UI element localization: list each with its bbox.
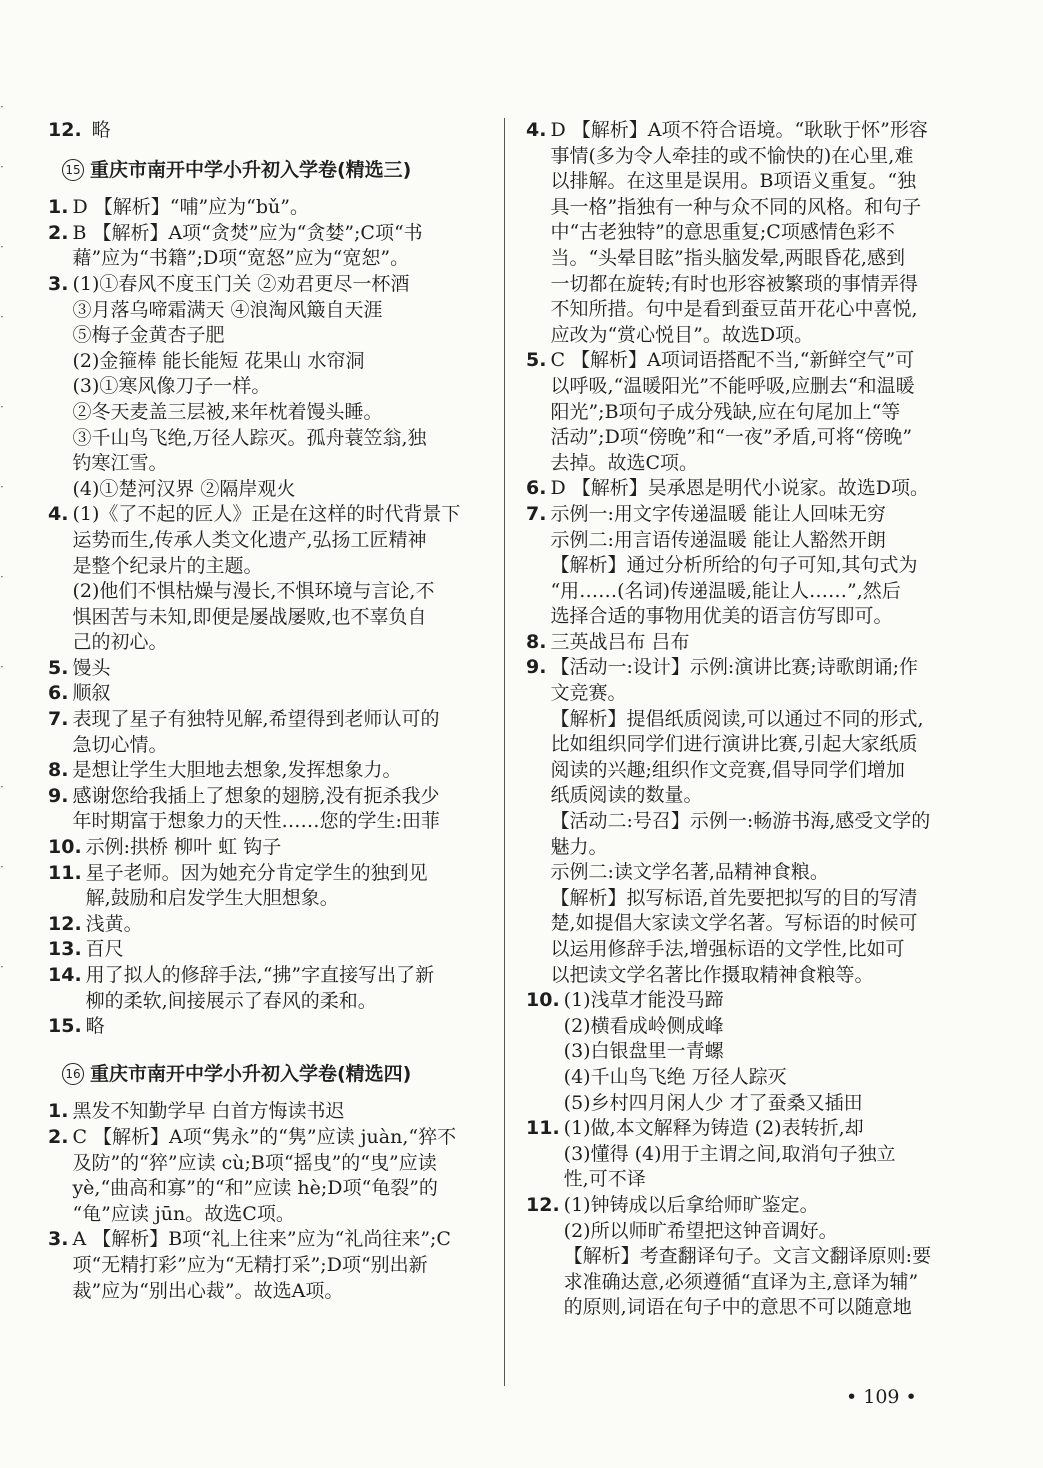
item-number: 3. <box>48 272 69 295</box>
item-number: 1. <box>48 1100 69 1123</box>
text-line: C 【解析】A项词语搭配不当,“新鲜空气”可 <box>550 349 915 372</box>
text-line: (3)①寒风像刀子一样。 <box>72 375 271 398</box>
item-text <box>564 1193 966 1321</box>
text-line: 解,鼓励和启发学生大胆想象。 <box>85 887 339 910</box>
margin-mark: · <box>0 780 4 794</box>
answer-item <box>48 1099 486 1125</box>
text-line: 钓寒江雪。 <box>72 452 168 475</box>
answer-item <box>48 707 486 758</box>
answer-item <box>48 681 486 707</box>
text-line: 具一格”指独有一种与众不同的风格。和句子 <box>550 195 922 218</box>
text-line: (3)懂得 (4)用于主谓之间,取消句子独立 <box>563 1142 896 1165</box>
text-line: 求准确达意,必须遵循“直译为主,意译为辅” <box>563 1270 919 1293</box>
item-number: 1. <box>48 196 69 219</box>
text-line: 感谢您给我插上了想象的翅膀,没有扼杀我少 <box>72 784 440 807</box>
answer-item <box>48 1125 486 1227</box>
item-text <box>72 1099 486 1125</box>
text-line: ⑤梅子金黄杏子肥 <box>72 324 225 347</box>
text-line: 己的初心。 <box>72 631 168 654</box>
text-line: ③月落乌啼霜满天 ④浪淘风簸自天涯 <box>72 298 383 321</box>
text-line: 【解析】拟写标语,首先要把拟写的目的写清 <box>550 886 918 909</box>
answer-item <box>48 1014 486 1040</box>
item-number: 13. <box>48 938 82 961</box>
margin-mark: · <box>0 660 4 674</box>
text-line: 去掉。故选C项。 <box>550 451 698 474</box>
item-number: 5. <box>526 349 547 372</box>
answer-item <box>48 272 486 502</box>
text-line: 一切都在旋转;有时也形容被繁琐的事情弄得 <box>550 272 918 295</box>
section-16-answers <box>48 1099 486 1304</box>
margin-mark: · <box>0 400 4 414</box>
answer-item <box>48 912 486 938</box>
text-line: 纸质阅读的数量。 <box>550 784 703 807</box>
item-number: 7. <box>48 708 69 731</box>
text-line: 中“古老独特”的意思重复;C项感情色彩不 <box>550 221 895 244</box>
text-line: ②冬天麦盖三层被,来年枕着馒头睡。 <box>72 400 383 423</box>
text-line: (2)金箍棒 能长能短 花果山 水帘洞 <box>72 349 365 372</box>
column-divider <box>504 118 505 1386</box>
item-number: 9. <box>48 784 69 807</box>
item-text <box>72 195 486 221</box>
section-15-title: 15 重庆市南开中学小升初入学卷(精选三) <box>62 158 486 184</box>
answer-item <box>48 221 486 272</box>
item-text <box>72 784 486 835</box>
item-text <box>550 348 966 476</box>
item-number: 8. <box>48 759 69 782</box>
text-line: 【活动一:设计】示例:演讲比赛;诗歌朗诵;作 <box>550 656 919 679</box>
margin-mark: · <box>0 860 4 874</box>
right-answers <box>526 118 966 1321</box>
text-line: 项“无精打彩”应为“无精打采”;D项“别出新 <box>72 1253 428 1276</box>
text-line: 魅力。 <box>550 835 608 858</box>
text-line: 三英战吕布 吕布 <box>550 630 690 653</box>
text-line: C 【解析】A项“隽永”的“隽”应读 juàn,“猝不 <box>72 1125 457 1148</box>
text-line: 楚,如提倡大家读文学名著。写标语的时候可 <box>550 912 918 935</box>
item-text <box>86 1014 486 1040</box>
item-number: 9. <box>526 656 547 679</box>
item-text <box>564 988 966 1116</box>
text-line: 【解析】通过分析所给的句子可知,其句式为 <box>550 554 918 577</box>
text-line: 年时期富于想象力的天性……您的学生:田菲 <box>72 810 440 833</box>
text-line: 不知所措。句中是看到蚕豆苗开花心中喜悦, <box>550 298 918 321</box>
circled-number: 16 <box>62 1063 84 1085</box>
item-number: 5. <box>48 656 69 679</box>
item-text <box>72 656 486 682</box>
item-text <box>550 476 966 502</box>
text-line: 【解析】提倡纸质阅读,可以通过不同的形式, <box>550 707 924 730</box>
text-line: (4)①楚河汉界 ②隔岸观火 <box>72 477 296 500</box>
text-line: 用了拟人的修辞手法,“拂”字直接写出了新 <box>85 964 435 986</box>
answer-item <box>526 655 966 988</box>
text-line: 示例:拱桥 柳叶 虹 钩子 <box>85 836 282 859</box>
text-line: 选择合适的事物用优美的语言仿写即可。 <box>550 605 893 628</box>
text-line: (2)横看成岭侧成峰 <box>563 1014 724 1037</box>
right-column <box>526 118 966 1321</box>
item-number: 11. <box>526 1117 560 1140</box>
answer-item <box>526 476 966 502</box>
text-line: 应改为“赏心悦目”。故选D项。 <box>550 323 814 346</box>
item-text <box>86 937 486 963</box>
text-line: 略 <box>85 1015 105 1038</box>
answer-item <box>526 502 966 630</box>
item-text <box>72 221 486 272</box>
text-line: yè,“曲高和寡”的“和”应读 hè;D项“龟裂”的 <box>72 1177 438 1200</box>
page-number: • 109 • <box>846 1386 917 1408</box>
text-line: 百尺 <box>85 938 124 961</box>
text-line: (1)《了不起的匠人》正是在这样的时代背景下 <box>72 503 461 526</box>
text-line: 惧困苦与未知,即便是屡战屡败,也不辜负自 <box>72 605 427 628</box>
text-line: 【解析】考查翻译句子。文言文翻译原则:要 <box>563 1245 932 1268</box>
item-text <box>72 758 486 784</box>
item-number: 4. <box>526 119 547 141</box>
item-number: 12. <box>526 1193 560 1216</box>
text-line: (3)白银盘里一青螺 <box>563 1040 724 1063</box>
margin-mark: · <box>0 480 4 494</box>
text-line: 示例二:用言语传递温暖 能让人豁然开朗 <box>550 528 886 551</box>
text-line: 黑发不知勤学早 白首方悔读书迟 <box>72 1100 345 1123</box>
text-line: 【活动二:号召】示例一:畅游书海,感受文学的 <box>550 810 931 833</box>
left-column <box>48 118 486 1304</box>
item-text <box>72 1227 486 1304</box>
text-line: 比如组织同学们进行演讲比赛,引起大家纸质 <box>550 733 918 756</box>
item-text <box>550 655 966 988</box>
margin-mark: · <box>0 240 4 254</box>
text-line: 是整个纪录片的主题。 <box>72 554 263 577</box>
item-text <box>86 963 486 1014</box>
section-15-answers <box>48 195 486 1040</box>
text-line: 当。“头晕目眩”指头脑发晕,两眼昏花,感到 <box>550 246 905 269</box>
text-line: (4)千山鸟飞绝 万径人踪灭 <box>563 1065 787 1088</box>
text-line: D 【解析】“哺”应为“bǔ”。 <box>72 196 309 219</box>
text-line: 阳光”;B项句子成分残缺,应在句尾加上“等 <box>550 400 901 423</box>
answer-item <box>48 937 486 963</box>
answer-item <box>526 348 966 476</box>
item-number: 12. <box>48 912 82 935</box>
item-number: 6. <box>48 682 69 705</box>
circled-number: 15 <box>62 159 84 181</box>
item-number: 4. <box>48 503 69 526</box>
text-line: (2)他们不惧枯燥与漫长,不惧环境与言论,不 <box>72 580 435 603</box>
answer-item <box>526 118 966 348</box>
text-line: 是想让学生大胆地去想象,发挥想象力。 <box>72 759 402 782</box>
text-line: ③千山鸟飞绝,万径人踪灭。孤舟蓑笠翁,独 <box>72 426 427 449</box>
margin-mark: · <box>0 310 4 324</box>
item-text <box>550 118 966 348</box>
item-text <box>72 707 486 758</box>
item-number: 10. <box>526 989 560 1012</box>
item-text <box>550 502 966 630</box>
section-16-title: 16 重庆市南开中学小升初入学卷(精选四) <box>62 1062 486 1088</box>
item-text <box>86 835 486 861</box>
text-line: 及防”的“猝”应读 cù;B项“摇曳”的“曳”应读 <box>72 1151 437 1174</box>
item-text <box>564 1116 966 1193</box>
answer-item <box>48 656 486 682</box>
answer-item <box>526 1193 966 1321</box>
item-number: 3. <box>48 1228 69 1251</box>
text-line: 藉”应为“书籍”;D项“宽怒”应为“宽恕”。 <box>72 247 410 270</box>
answer-item <box>526 1116 966 1193</box>
text-line: 以排解。在这里是误用。B项语义重复。“独 <box>550 170 917 193</box>
text-line: D 【解析】A项不符合语境。“耿耿于怀”形容 <box>550 119 928 141</box>
text-line: (1)钟铸成以后拿给师旷鉴定。 <box>563 1193 819 1216</box>
text-line: 表现了星子有独特见解,希望得到老师认可的 <box>72 708 440 731</box>
answer-item <box>526 988 966 1116</box>
text-line: B 【解析】A项“贪焚”应为“贪婪”;C项“书 <box>72 221 423 244</box>
item-number: 8. <box>526 630 547 653</box>
item-number: 14. <box>48 964 82 986</box>
text-line: 急切心情。 <box>72 733 168 756</box>
item-number: 2. <box>48 1125 69 1148</box>
item-text <box>72 272 486 502</box>
item-text <box>86 861 486 912</box>
text-line: (5)乡村四月闲人少 才了蚕桑又插田 <box>563 1091 863 1114</box>
text-line: 以把读文学名著比作摄取精神食粮等。 <box>550 963 874 986</box>
answer-item: 12. 略 <box>48 119 111 141</box>
text-line: 以呼吸,“温暖阳光”不能呼吸,应删去“和温暖 <box>550 374 915 397</box>
item-number: 11. <box>48 861 82 884</box>
text-line: 浅黄。 <box>85 912 143 935</box>
answer-item <box>48 835 486 861</box>
text-line: 文竞赛。 <box>550 682 627 705</box>
text-line: 星子老师。因为她充分肯定学生的独到见 <box>85 861 428 884</box>
text-line: (1)①春风不度玉门关 ②劝君更尽一杯酒 <box>72 272 410 295</box>
text-line: 阅读的兴趣;组织作文竞赛,倡导同学们增加 <box>550 758 905 781</box>
item-text <box>86 912 486 938</box>
text-line: A 【解析】B项“礼上往来”应为“礼尚往来”;C <box>72 1228 451 1251</box>
text-line: “用……(名词)传递温暖,能让人……”,然后 <box>550 579 901 602</box>
margin-mark: · <box>0 100 4 114</box>
answer-item <box>48 195 486 221</box>
text-line: 馒头 <box>72 656 111 679</box>
item-text <box>72 681 486 707</box>
text-line: (1)做,本文解释为铸造 (2)表转折,却 <box>563 1117 864 1140</box>
text-line: (2)所以师旷希望把这钟音调好。 <box>563 1219 838 1242</box>
answer-item <box>48 861 486 912</box>
item-text <box>72 502 486 656</box>
answer-item <box>48 784 486 835</box>
text-line: 示例一:用文字传递温暖 能让人回味无穷 <box>550 502 886 525</box>
answer-item <box>48 502 486 656</box>
item-number: 7. <box>526 502 547 525</box>
answer-item <box>48 758 486 784</box>
answer-item <box>526 630 966 656</box>
margin-mark: · <box>0 160 4 174</box>
text-line: 柳的柔软,间接展示了春风的柔和。 <box>85 989 377 1012</box>
binding-margin-marks <box>0 100 14 1020</box>
text-line: D 【解析】吴承恩是明代小说家。故选D项。 <box>550 477 929 500</box>
answer-item <box>48 1227 486 1304</box>
text-line: 运势而生,传承人类文化遗产,弘扬工匠精神 <box>72 528 427 551</box>
text-line: 以运用修辞手法,增强标语的文学性,比如可 <box>550 938 905 960</box>
item-number: 15. <box>48 1015 82 1038</box>
text-line: 性,可不译 <box>563 1168 646 1191</box>
text-line: 活动”;D项“傍晚”和“一夜”矛盾,可将“傍晚” <box>550 426 913 449</box>
text-line: 顺叙 <box>72 682 111 705</box>
item-text <box>72 1125 486 1227</box>
text-line: (1)浅草才能没马蹄 <box>563 989 724 1012</box>
text-line: 裁”应为“别出心裁”。故选A项。 <box>72 1279 344 1302</box>
margin-mark: · <box>0 570 4 584</box>
item-number: 2. <box>48 221 69 244</box>
item-number: 10. <box>48 836 82 859</box>
margin-mark: · <box>0 960 4 974</box>
text-line: 的原则,词语在句子中的意思不可以随意地 <box>563 1296 912 1319</box>
text-line: “龟”应读 jūn。故选C项。 <box>72 1202 295 1225</box>
item-text <box>550 630 966 656</box>
text-line: 事情(多为令人牵挂的或不愉快的)在心里,难 <box>550 144 914 167</box>
item-number: 6. <box>526 477 547 500</box>
text-line: 示例二:读文学名著,品精神食粮。 <box>550 861 829 884</box>
answer-item <box>48 963 486 1014</box>
